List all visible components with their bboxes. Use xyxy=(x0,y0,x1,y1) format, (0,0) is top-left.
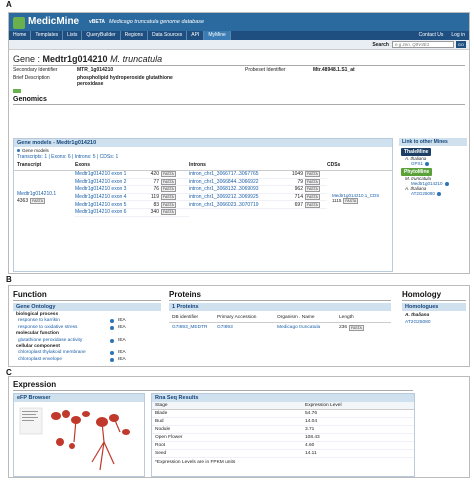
info-icon xyxy=(110,326,114,330)
fasta-button[interactable]: FASTA xyxy=(345,199,357,203)
exon-list xyxy=(75,171,189,217)
tagline: Medicago truncatula genome database xyxy=(109,19,205,25)
homologues-box: Homologues A. thaliana AT2G25080 xyxy=(402,303,466,325)
nav-data-sources[interactable]: Data Sources xyxy=(148,31,187,40)
protein-row: G7I893_MEDTR G7I893 Medicago truncatula 236 FASTA xyxy=(172,325,362,330)
nav-bar xyxy=(9,31,469,40)
rnaseq-row: Root 4.60 xyxy=(152,442,414,450)
panel-letter-b: B xyxy=(6,275,12,284)
rnaseq-row: Blade 54.76 xyxy=(152,410,414,418)
fasta-button[interactable]: FASTA xyxy=(307,172,318,177)
phyto-gene-link-2[interactable]: AT2G25080 xyxy=(411,191,435,196)
rnaseq-header: Stage Expression Level xyxy=(152,402,414,410)
thale-gene-link[interactable]: GPX1 xyxy=(411,161,424,166)
info-icon xyxy=(437,192,441,196)
rnaseq-row: Bud 14.04 xyxy=(152,418,414,426)
cds-cell: Medtr1g014210.1_CDS 1115 FASTA xyxy=(332,193,392,204)
secondary-id-label: Secondary Identifier xyxy=(13,67,58,73)
secondary-id-value: MTR_1g014210 xyxy=(77,67,114,73)
rnaseq-row: Nodule 3.71 xyxy=(152,426,414,434)
proteins-box-title: 1 Proteins xyxy=(169,303,391,311)
export-icon[interactable] xyxy=(13,89,21,93)
info-icon xyxy=(110,351,114,355)
info-icon xyxy=(110,319,114,323)
info-icon xyxy=(425,162,429,166)
exon-row: Medtr1g014210 exon 4 119 FASTA xyxy=(75,194,189,202)
intron-row: intron_chr1_3068132..3069093 962 FASTA xyxy=(189,186,327,194)
go-term-row: chloroplast envelope IEA xyxy=(18,356,126,362)
login-link[interactable]: Log in xyxy=(451,32,465,38)
function-title: Function xyxy=(13,290,47,299)
thalemine-button[interactable]: ThaleMine xyxy=(401,148,431,156)
gene-model-counts[interactable]: Transcripts: 1 | Exons: 6 | Introns: 5 | CDSs: 1 xyxy=(17,154,119,160)
go-group: biological process xyxy=(16,312,59,317)
phytomine-button[interactable]: PhytoMine xyxy=(401,168,432,176)
info-icon xyxy=(445,182,449,186)
fasta-button[interactable]: FASTA xyxy=(163,195,174,200)
go-box-title: Gene Ontology xyxy=(13,303,161,311)
search-go-button[interactable]: GO xyxy=(457,42,464,47)
fasta-button[interactable]: FASTA xyxy=(307,195,318,200)
exon-row: Medtr1g014210 exon 6 340 FASTA xyxy=(75,209,189,217)
gene-organism: M. truncatula xyxy=(110,54,163,64)
page-title xyxy=(9,50,469,64)
go-term-row: response to oxidative stress IEA xyxy=(18,324,126,330)
logo-text[interactable]: MedicMine xyxy=(28,16,80,27)
other-mines-box: Link to other Mines ThaleMine A. thaliana GPX1 PhytoMine M. truncatula Medtr1g014210 A. thaliana AT2G25080 xyxy=(399,138,467,213)
panel-a-frame xyxy=(8,12,470,274)
efp-title: eFP Browser xyxy=(14,394,144,402)
go-term-row: chloroplast thylakoid membrane IEA xyxy=(18,350,126,356)
nav-mymine[interactable]: MyMine xyxy=(204,31,231,40)
panel-b-frame xyxy=(8,285,470,367)
legend-icon xyxy=(17,149,20,152)
panel-letter-c: C xyxy=(6,368,12,377)
gene-models-legend: Gene models xyxy=(14,147,392,154)
gene-summary xyxy=(13,67,465,95)
nav-templates[interactable]: Templates xyxy=(31,31,63,40)
rnaseq-row: Seed 14.11 xyxy=(152,450,414,458)
exon-row: Medtr1g014210 exon 3 76 FASTA xyxy=(75,186,189,194)
intron-row: intron_chr1_3066717..3067765 1049 FASTA xyxy=(189,171,327,179)
homologues-title: Homologues xyxy=(402,303,466,311)
fasta-button[interactable]: FASTA xyxy=(163,187,174,192)
gene-models-body xyxy=(14,171,392,217)
fasta-button[interactable]: FASTA xyxy=(163,202,174,207)
nav-regions[interactable]: Regions xyxy=(121,31,148,40)
go-group: molecular function xyxy=(16,331,59,337)
beta-label: vBETA xyxy=(89,19,106,25)
intron-row: intron_chr1_3069212..3069925 714 FASTA xyxy=(189,194,327,202)
fasta-button[interactable]: FASTA xyxy=(163,179,174,184)
intron-row: intron_chr1_3066844..3066922 79 FASTA xyxy=(189,179,327,187)
nav-home[interactable]: Home xyxy=(9,31,31,40)
proteins-title: Proteins xyxy=(169,290,202,299)
go-box xyxy=(13,303,161,364)
intron-row: intron_chr1_3066023..3070719 697 FASTA xyxy=(189,201,327,209)
efp-image[interactable] xyxy=(14,402,144,476)
homologue-link[interactable]: AT2G25080 xyxy=(405,320,431,325)
efp-box xyxy=(13,393,145,477)
fasta-button[interactable]: FASTA xyxy=(163,172,174,177)
other-mines-title: Link to other Mines xyxy=(399,138,467,146)
fasta-button[interactable]: FASTA xyxy=(307,202,318,207)
gene-models-header: Transcript Exons Introns CDSs xyxy=(14,160,392,171)
exon-row: Medtr1g014210 exon 2 77 FASTA xyxy=(75,179,189,187)
expression-title: Expression xyxy=(13,380,57,389)
gene-title-prefix: Gene : xyxy=(13,54,43,64)
rnaseq-box xyxy=(151,393,415,477)
rnaseq-note: *Expression Levels are in FPKM units xyxy=(155,460,236,465)
go-group: cellular component xyxy=(16,344,60,350)
proteins-header: DB identifier Primary Accession Organism . Name Length xyxy=(169,311,391,323)
intron-list xyxy=(189,171,327,209)
brief-desc-value: phospholipid hydroperoxide glutathione peroxidase xyxy=(77,75,173,87)
go-term-row: response to karrikin IEA xyxy=(18,318,126,324)
rnaseq-title: Rna Seq Results xyxy=(152,394,414,402)
panel-c-frame xyxy=(8,376,470,478)
mine-header xyxy=(9,13,469,40)
search-label: Search xyxy=(372,42,389,48)
phyto-gene-link-1[interactable]: Medtr1g014210 xyxy=(411,181,443,186)
transcript-length: 4363 FASTA xyxy=(17,198,43,204)
homology-title: Homology xyxy=(402,290,442,299)
go-term-row: glutathione peroxidase activity IEA xyxy=(18,337,126,343)
gene-models-box xyxy=(13,138,393,272)
nav-querybuilder[interactable]: QueryBuilder xyxy=(82,31,120,40)
panel-letter-a: A xyxy=(6,0,12,9)
probeset-label: Probeset Identifier xyxy=(245,67,286,73)
fasta-button[interactable]: FASTA xyxy=(32,199,43,203)
fasta-button[interactable]: FASTA xyxy=(351,326,362,330)
exon-row: Medtr1g014210 exon 1 420 FASTA xyxy=(75,171,189,179)
exon-row: Medtr1g014210 exon 5 83 FASTA xyxy=(75,201,189,209)
proteins-box xyxy=(169,303,391,333)
fasta-button[interactable]: FASTA xyxy=(307,179,318,184)
rnaseq-row: Open Flower 108.43 xyxy=(152,434,414,442)
probeset-value: Mtr.48948.1.S1_at xyxy=(313,67,355,73)
fasta-button[interactable]: FASTA xyxy=(307,187,318,192)
cds-link[interactable]: Medtr1g014210.1_CDS xyxy=(332,193,380,198)
gene-id: Medtr1g014210 xyxy=(42,54,108,64)
info-icon xyxy=(110,358,114,362)
contact-us-link[interactable]: Contact Us xyxy=(418,32,444,38)
info-icon xyxy=(110,339,114,343)
medicmine-logo-icon xyxy=(13,17,25,29)
genomics-title: Genomics xyxy=(13,96,47,103)
brief-desc-label: Brief Description xyxy=(13,75,50,81)
search-bar xyxy=(9,40,469,50)
fasta-button[interactable]: FASTA xyxy=(163,210,174,215)
nav-api[interactable]: API xyxy=(187,31,204,40)
transcript-link[interactable]: Medtr1g014210.1 xyxy=(17,191,57,197)
gene-models-title: Gene models - Medtr1g014210 xyxy=(14,139,392,147)
search-input[interactable] xyxy=(392,41,454,48)
nav-lists[interactable]: Lists xyxy=(63,31,82,40)
